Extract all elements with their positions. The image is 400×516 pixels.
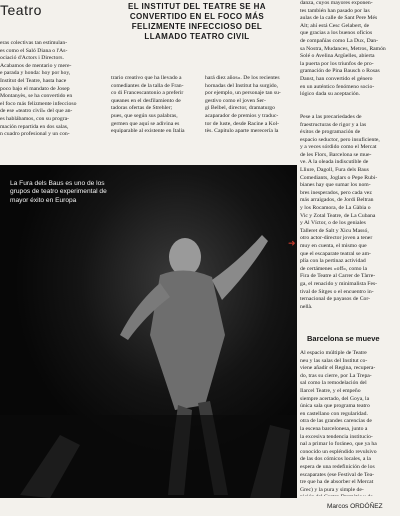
section-subhead: Barcelona se mueve — [307, 334, 380, 343]
section-title: Teatro — [0, 2, 42, 18]
performance-photo — [0, 165, 297, 498]
performer-silhouette — [0, 165, 297, 498]
body-column-right-lower: Al espacio múltiple de Teatre neu y las salas del Institut co- viene añadir el Regina, recupera- do, tras su cierre, por La Trepa- sal como la remodelación del Ilarcel Teatre, y el empeño siempre acertado, del Goya, la única sala que programa teatro en castellano con regularidad. otra de las grandes carencias de la escena barcelonesa, junto a la excesiva tendencia institucio- nal a primar lo foráneo, que ya ha conocido un espléndido revulsivo de las dos cómicos locales, a la espera de una redefinición de los escaparates (ese Festival de Tea- tre que ha de absorber el Mercat Grec) y la pura y simple de- — [300, 350, 377, 493]
author-byline: Marcos ORDÓÑEZ — [327, 503, 383, 510]
body-column-middle: trario creativo que ha llevado a comediantes de la talla de Fran- co di Francescantonio a preferir queanes en el desfilamiento de tadoras ofertas de Strehler; pues, que según sus palabras, germen que aquí se adivina es equiparable al existente en Italia — [111, 75, 185, 135]
photo-caption: La Fura dels Baus es uno de los grupos de teatro experimental de mayor éxito en Europa — [10, 180, 107, 204]
body-column-left: eras colectivas tan estimulan- es como el Saló Diana o l'As- ociació d'Actors i Directors. Acabamos de mentario y mere- e parada y honda: hoy por hoy, Institut del Teatre, hasta hace poco bajo el mandato de Josep Montanyès, se ha convertido en el foco más felizmente infeccioso de ese «teatro civil» del que an- es hablábamos, con su progra- mación repartida en dos salas, n cuadro profesional y un con- — [0, 40, 77, 138]
article-headline: EL INSTITUT DEL TEATRE SE HA CONVERTIDO EN EL FOCO MÁS FELIZMENTE INFECCIOSO DEL LLAMADO TEATRO CIVIL — [128, 2, 266, 41]
body-column-right: danza, cuyos mayores exponen- tes también han pasado por las aulas de la calle de Sant Pere Més Alt; ahí está Cesc Gelabert, de que gracias a los buenos oficios de compañías como La Dux, Dan- sa Nostra, Mudances, Metros, Ramón Solé o Avelina Argüelles, abierta la puerta por los triunfos de pro- gramación de Pina Bausch o Rosas Danst, han convertido el género en un auténtico fenómeno socio- lógico dada su aceptación. Pese a las precariedades de fraestructuras de rigor y a las éxitos de programación de espacio seductor, pero insuficiente, y a veces sórdido como el Mercat de les Flors, Barcelona se mue- ve. A la oleada indiscutible de Lliure, Dagoll, Fura dels Baus Comediants, Joglars o Pepe Rubi- bianes hay que sumar los nom- bres inesperados, pero cada vez más arraigados, de Jordi Beltran y los Rocamora, de La Gàbia o Vic y Zotal Teatre, de La Cubana y Al Víctor, o de los geniales Talleret de Salt y Xicu Massó, otro actor-director joven a tener muy en cuenta, el mismo que que el escaparate teatral se am- plía con la pertinaz actividad de certámenes «off», como la Fira de Teatre al Carrer de Tàrre- ga, el renacido y minimalista Fes- tival de Sitges o el encuentro in- ternacional de payasos de Cor- nellà. — [300, 0, 386, 310]
arrow-marker-icon: ➜ — [288, 238, 296, 248]
body-column-middle-right: hará diez años». De los recientes hornadas del Institut ha surgido, por ejemplo, un personaje tan su- gestivo como el joven Ser- gi Belbel, director, dramaturgo acaparador de premios y traduc- tor de luste, desde Racine a Kol- tès. Capitulo aparte merecería la — [205, 75, 281, 135]
